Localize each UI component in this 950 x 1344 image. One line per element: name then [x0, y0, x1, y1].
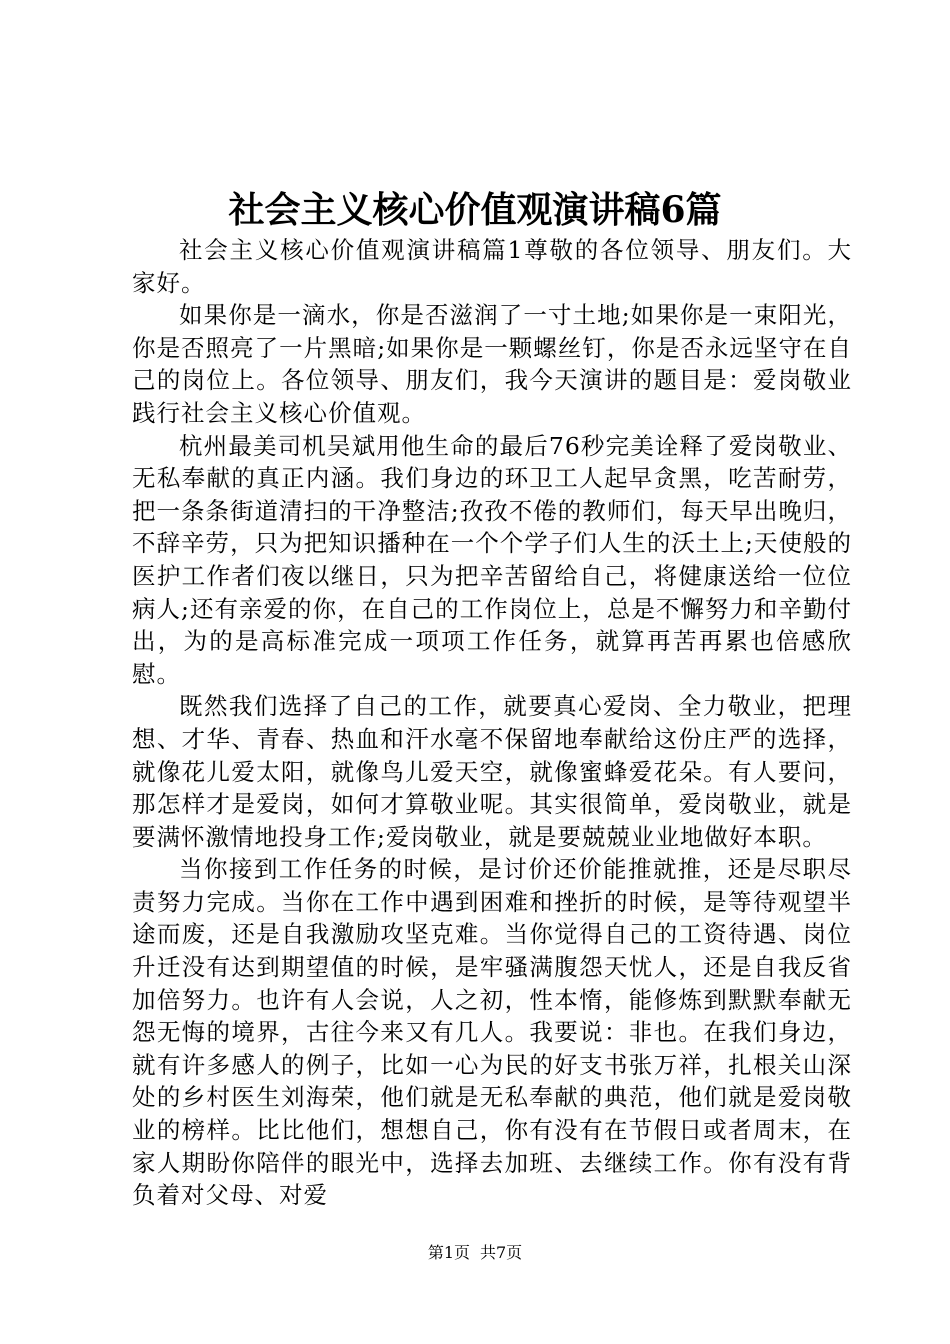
page-footer	[0, 1242, 950, 1264]
paragraph: 当你接到工作任务的时候，是讨价还价能推就推，还是尽职尽责努力完成。当你在工作中遇到困难和挫折的时候，是等待观望半途而废，还是自我激励攻坚克难。当你觉得自己的工资待遇、岗位升迁没有达到期望值的时候，是牢骚满腹怨天忧人，还是自我反省加倍努力。也许有人会说，人之初，性本惰，能修炼到默默奉献无怨无悔的境界，古往今来又有几人。我要说：非也。在我们身边，就有许多感人的例子，比如一心为民的好支书张万祥，扎根关山深处的乡村医生刘海荣，他们就是无私奉献的典范，他们就是爱岗敬业的榜样。比比他们，想想自己，你有没有在节假日或者周末，在家人期盼你陪伴的眼光中，选择去加班、去继续工作。你有没有背负着对父母、对爱	[132, 855, 852, 1210]
document-title: 社会主义核心价值观演讲稿6篇	[228, 189, 722, 231]
paragraph: 社会主义核心价值观演讲稿篇1尊敬的各位领导、朋友们。大家好。	[132, 236, 852, 297]
page-total: 共7页	[480, 1243, 523, 1262]
document-body	[132, 234, 852, 1212]
page-number: 第1页	[427, 1243, 470, 1262]
paragraph: 既然我们选择了自己的工作，就要真心爱岗、全力敬业，把理想、才华、青春、热血和汗水毫不保留地奉献给这份庄严的选择，就像花儿爱太阳，就像鸟儿爱天空，就像蜜蜂爱花朵。有人要问，那怎样才是爱岗，如何才算敬业呢。其实很简单，爱岗敬业，就是要满怀激情地投身工作;爱岗敬业，就是要兢兢业业地做好本职。	[132, 692, 852, 851]
paragraph: 如果你是一滴水，你是否滋润了一寸土地;如果你是一束阳光，你是否照亮了一片黑暗;如果你是一颗螺丝钉，你是否永远坚守在自己的岗位上。各位领导、朋友们，我今天演讲的题目是：爱岗敬业践行社会主义核心价值观。	[132, 301, 852, 427]
paragraph: 杭州最美司机吴斌用他生命的最后76秒完美诠释了爱岗敬业、无私奉献的真正内涵。我们身边的环卫工人起早贪黑，吃苦耐劳，把一条条街道清扫的干净整洁;孜孜不倦的教师们，每天早出晚归，不辞辛劳，只为把知识播种在一个个学子们人生的沃土上;天使般的医护工作者们夜以继日，只为把辛苦留给自己，将健康送给一位位病人;还有亲爱的你，在自己的工作岗位上，总是不懈努力和辛勤付出，为的是高标准完成一项项工作任务，就算再苦再累也倍感欣慰。	[132, 431, 852, 688]
